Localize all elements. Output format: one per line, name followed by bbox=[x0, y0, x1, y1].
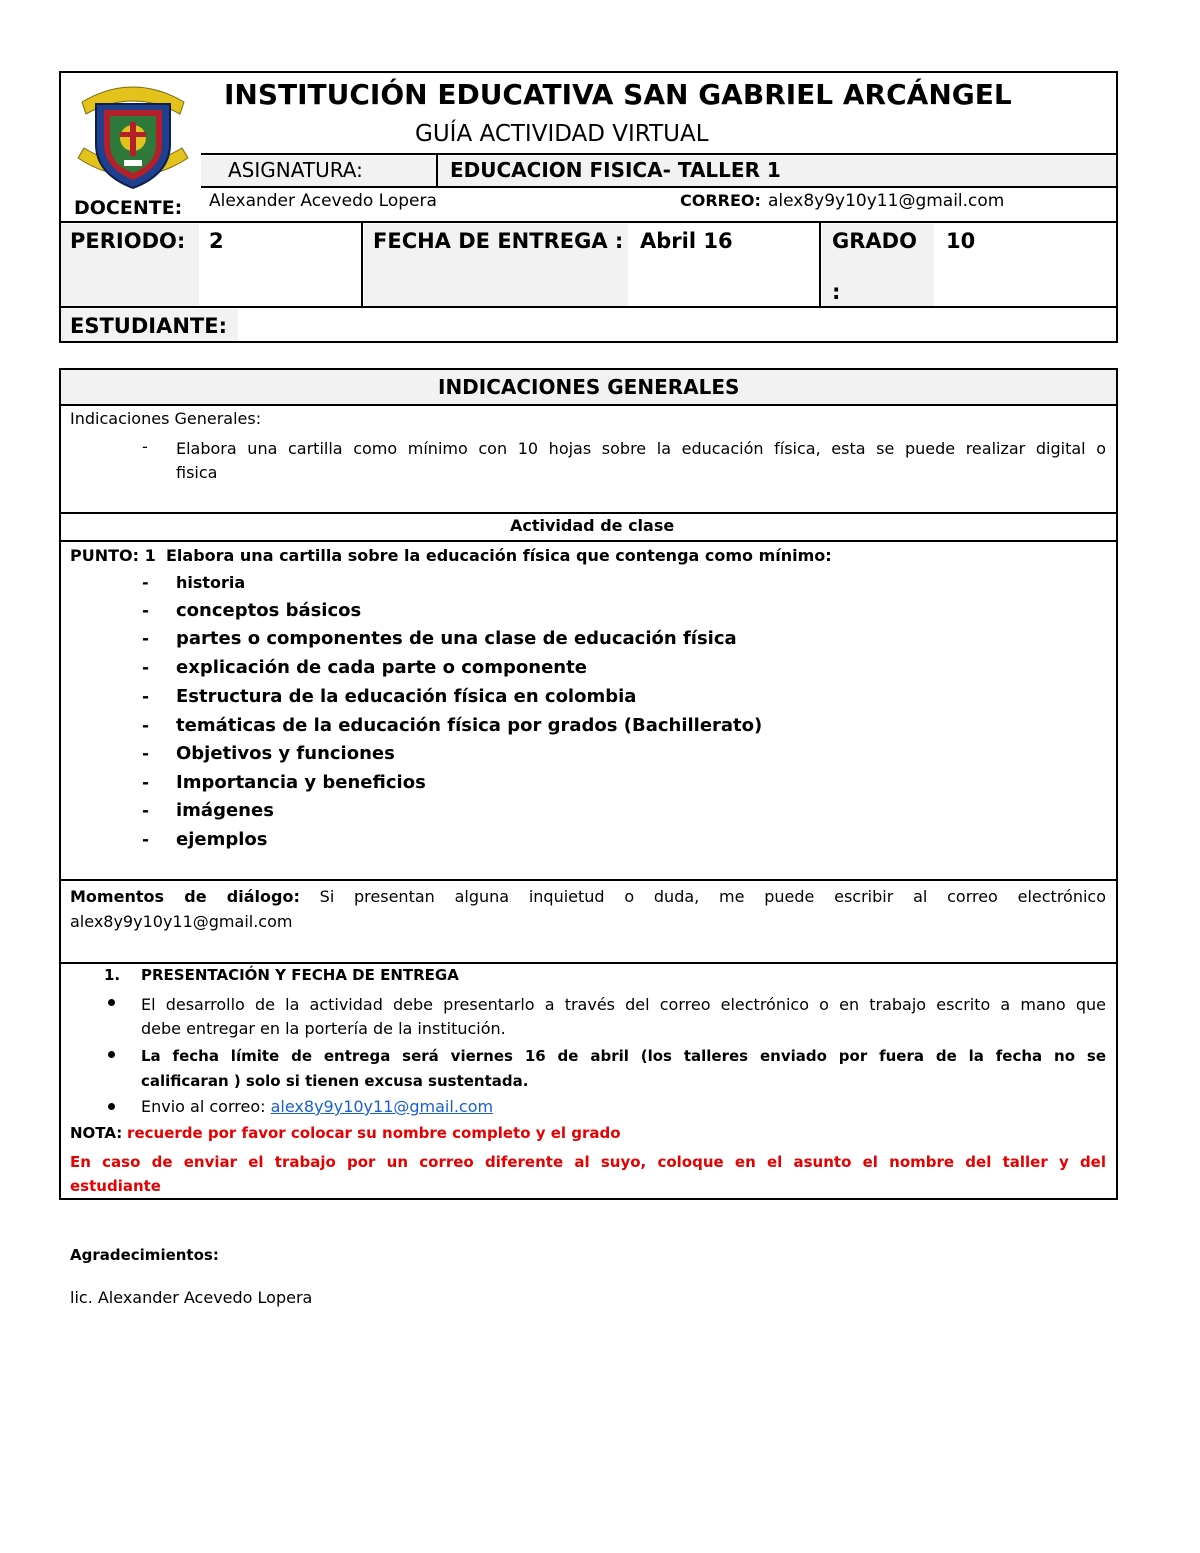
delivery-top-divider bbox=[59, 962, 1118, 964]
activity-dash: - bbox=[142, 744, 150, 764]
signature: lic. Alexander Acevedo Lopera bbox=[70, 1288, 313, 1307]
general-subheading: Indicaciones Generales: bbox=[70, 409, 262, 428]
institution-name: INSTITUCIÓN EDUCATIVA SAN GABRIEL ARCÁNGEL bbox=[224, 78, 1012, 111]
note-text: recuerde por favor colocar su nombre completo y el grado bbox=[127, 1124, 621, 1142]
header-divider-2 bbox=[201, 186, 1118, 188]
general-heading-divider bbox=[59, 404, 1118, 406]
activity-dash: - bbox=[142, 773, 150, 793]
subject-value: EDUCACION FISICA- TALLER 1 bbox=[450, 158, 781, 182]
activity-dash: - bbox=[142, 687, 150, 707]
activity-heading-divider bbox=[59, 540, 1118, 542]
thanks-heading: Agradecimientos: bbox=[70, 1246, 219, 1264]
subject-label: ASIGNATURA: bbox=[228, 158, 363, 182]
due-divider bbox=[819, 222, 821, 307]
activity-dash: - bbox=[142, 716, 150, 736]
activity-item: ejemplos bbox=[176, 829, 268, 850]
delivery-b1-line1: El desarrollo de la actividad debe presentarlo a través del correo electrónico o en trabajo escrito a mano que bbox=[141, 995, 1106, 1014]
activity-dash: - bbox=[142, 601, 150, 621]
teacher-value: Alexander Acevedo Lopera bbox=[209, 191, 437, 211]
dialogue-line1 bbox=[70, 887, 1106, 906]
activity-item: historia bbox=[176, 573, 246, 592]
dialogue-label: Momentos de diálogo: bbox=[70, 887, 300, 906]
bullet-icon bbox=[108, 1051, 115, 1058]
delivery-b1-line2: debe entregar en la portería de la institución. bbox=[141, 1019, 506, 1038]
delivery-heading: PRESENTACIÓN Y FECHA DE ENTREGA bbox=[141, 966, 459, 984]
due-value: Abril 16 bbox=[640, 229, 733, 253]
punto-text: Elabora una cartilla sobre la educación física que contenga como mínimo: bbox=[166, 546, 832, 565]
activity-item: imágenes bbox=[176, 800, 274, 821]
due-label: FECHA DE ENTREGA : bbox=[373, 229, 624, 253]
note-line bbox=[70, 1126, 621, 1141]
school-crest-icon bbox=[74, 74, 192, 192]
grade-value: 10 bbox=[946, 229, 976, 253]
email-label: CORREO: bbox=[680, 191, 761, 210]
activity-dash: - bbox=[142, 801, 150, 821]
warning-line1: En caso de enviar el trabajo por un correo diferente al suyo, coloque en el asunto el nombre del taller y del bbox=[70, 1153, 1106, 1171]
delivery-b3 bbox=[141, 1099, 493, 1115]
student-label: ESTUDIANTE: bbox=[70, 314, 227, 338]
activity-item: Estructura de la educación física en colombia bbox=[176, 686, 637, 707]
activity-item: temáticas de la educación física por grados (Bachillerato) bbox=[176, 715, 763, 736]
delivery-number: 1. bbox=[104, 966, 121, 984]
general-dash: - bbox=[142, 437, 148, 456]
delivery-b2-line2: calificaran ) solo si tienen excusa sustentada. bbox=[141, 1072, 529, 1090]
activity-item: conceptos básicos bbox=[176, 600, 362, 621]
guide-title: GUÍA ACTIVIDAD VIRTUAL bbox=[415, 121, 709, 147]
bullet-icon bbox=[108, 1103, 115, 1110]
grade-colon: : bbox=[832, 280, 841, 304]
activity-item: Objetivos y funciones bbox=[176, 743, 395, 764]
email-value[interactable]: alex8y9y10y11@gmail.com bbox=[768, 191, 1005, 211]
period-value: 2 bbox=[209, 229, 224, 253]
activity-heading: Actividad de clase bbox=[510, 516, 675, 535]
period-divider bbox=[361, 222, 363, 307]
activity-item: partes o componentes de una clase de educación física bbox=[176, 628, 737, 649]
activity-dash: - bbox=[142, 573, 149, 592]
dialogue-top-divider bbox=[59, 879, 1118, 881]
header-divider-3 bbox=[59, 221, 1118, 223]
delivery-b3-label: Envio al correo: bbox=[141, 1097, 266, 1116]
header-divider-4 bbox=[59, 306, 1118, 308]
grade-label: GRADO bbox=[832, 229, 917, 253]
warning-line2: estudiante bbox=[70, 1177, 161, 1195]
dialogue-email[interactable]: alex8y9y10y11@gmail.com bbox=[70, 912, 293, 931]
delivery-b2-line1: La fecha límite de entrega será viernes 16 de abril (los talleres enviado por fuera de la fecha no se bbox=[141, 1047, 1106, 1065]
bullet-icon bbox=[108, 999, 115, 1006]
punto-label: PUNTO: 1 bbox=[70, 546, 156, 565]
activity-top-divider bbox=[59, 512, 1118, 514]
general-item-line1: Elabora una cartilla como mínimo con 10 hojas sobre la educación física, esta se puede realizar digital o bbox=[176, 439, 1106, 458]
activity-dash: - bbox=[142, 629, 150, 649]
period-label: PERIODO: bbox=[70, 229, 186, 253]
header-subject-divider bbox=[436, 155, 438, 187]
dialogue-text: Si presentan alguna inquietud o duda, me puede escribir al correo electrónico bbox=[319, 887, 1107, 906]
general-item-line2: fisica bbox=[176, 463, 218, 482]
teacher-label: DOCENTE: bbox=[74, 197, 183, 219]
note-label: NOTA: bbox=[70, 1124, 123, 1142]
delivery-email-link[interactable]: alex8y9y10y11@gmail.com bbox=[270, 1097, 494, 1116]
header-divider-1 bbox=[201, 153, 1118, 155]
activity-dash: - bbox=[142, 830, 150, 850]
activity-item: Importancia y beneficios bbox=[176, 772, 426, 793]
general-heading: INDICACIONES GENERALES bbox=[438, 375, 740, 399]
activity-dash: - bbox=[142, 658, 150, 678]
activity-item: explicación de cada parte o componente bbox=[176, 657, 587, 678]
